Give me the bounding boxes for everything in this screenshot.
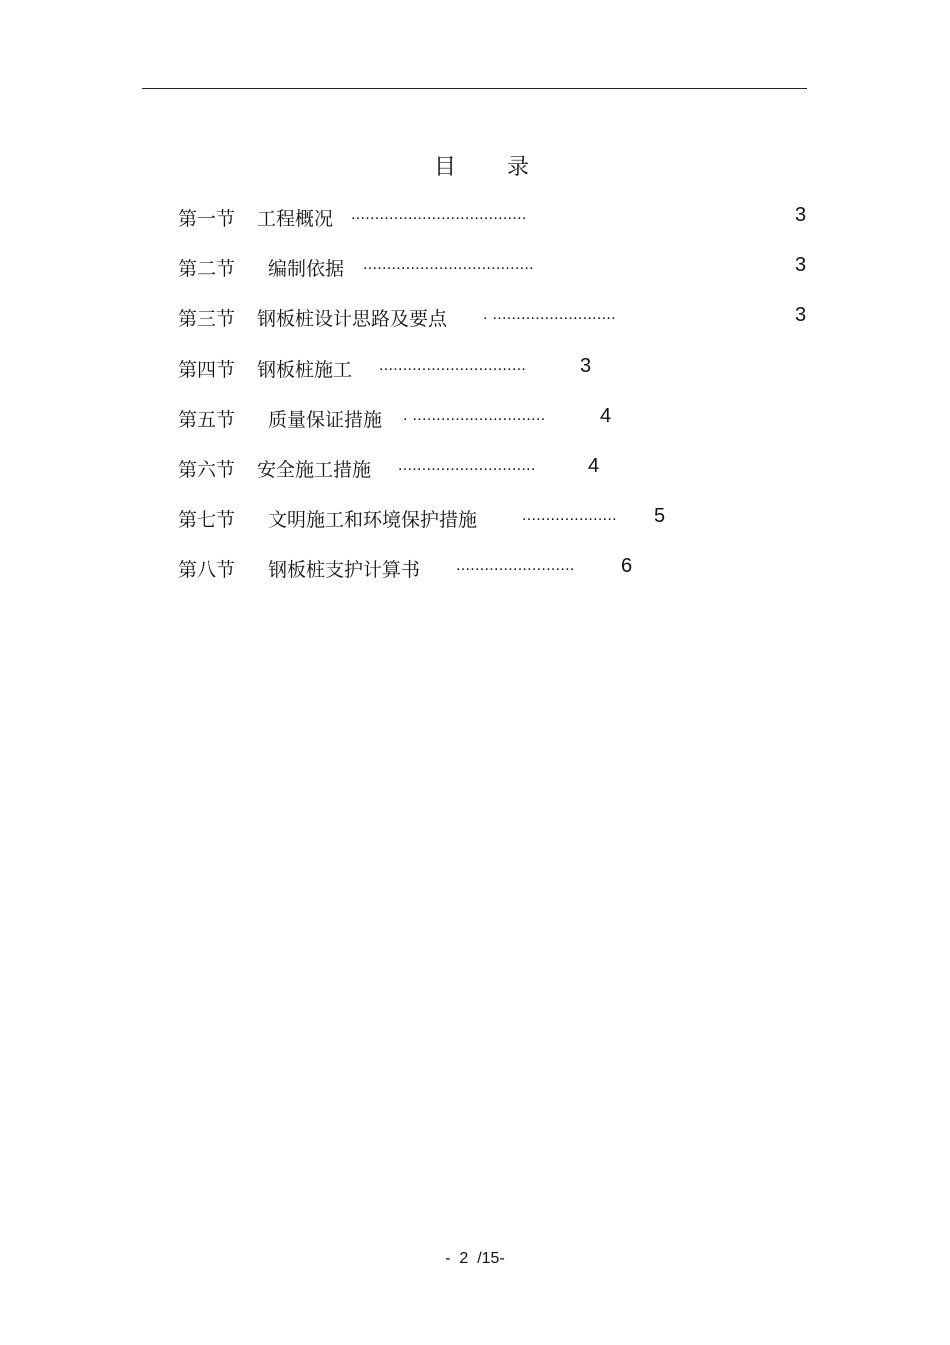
toc-page-number: 6 xyxy=(621,555,633,577)
toc-heading: 钢板桩设计思路及要点 xyxy=(257,308,448,330)
toc-section-number: 第一节 xyxy=(178,208,236,230)
toc-leader-dots: ............................... xyxy=(379,357,527,374)
page-footer: - 2 /15- xyxy=(445,1250,505,1267)
toc-page-number: 3 xyxy=(580,355,592,377)
toc-page-number: 5 xyxy=(654,505,666,527)
toc-section-number: 第四节 xyxy=(178,359,236,381)
toc-section-number: 第六节 xyxy=(178,459,236,481)
toc-leader-dots: . .......................... xyxy=(483,306,616,323)
toc-heading: 钢板桩施工 xyxy=(257,359,353,381)
toc-page-number: 3 xyxy=(795,204,807,226)
toc-leader-dots: ..................................... xyxy=(351,206,527,223)
toc-section-number: 第五节 xyxy=(178,409,236,431)
toc-title: 目 录 xyxy=(434,155,551,180)
toc-section-number: 第三节 xyxy=(178,308,236,330)
toc-leader-dots: ............................. xyxy=(398,457,536,474)
toc-section-number: 第八节 xyxy=(178,559,236,581)
toc-leader-dots: . ............................ xyxy=(403,407,546,424)
toc-page-number: 4 xyxy=(588,455,600,477)
toc-section-number: 第二节 xyxy=(178,258,236,280)
toc-leader-dots: ......................... xyxy=(456,557,575,574)
toc-heading: 工程概况 xyxy=(257,208,334,230)
toc-heading: 钢板桩支护计算书 xyxy=(268,559,421,581)
toc-page-number: 3 xyxy=(795,254,807,276)
toc-page-number: 3 xyxy=(795,304,807,326)
toc-heading: 安全施工措施 xyxy=(257,459,372,481)
toc-leader-dots: .................................... xyxy=(363,256,534,273)
toc-heading: 编制依据 xyxy=(268,258,345,280)
toc-section-number: 第七节 xyxy=(178,509,236,531)
toc-leader-dots: .................... xyxy=(522,507,617,524)
toc-heading: 文明施工和环境保护措施 xyxy=(268,509,478,531)
header-rule xyxy=(142,88,807,89)
toc-page-number: 4 xyxy=(600,405,612,427)
toc-heading: 质量保证措施 xyxy=(268,409,383,431)
